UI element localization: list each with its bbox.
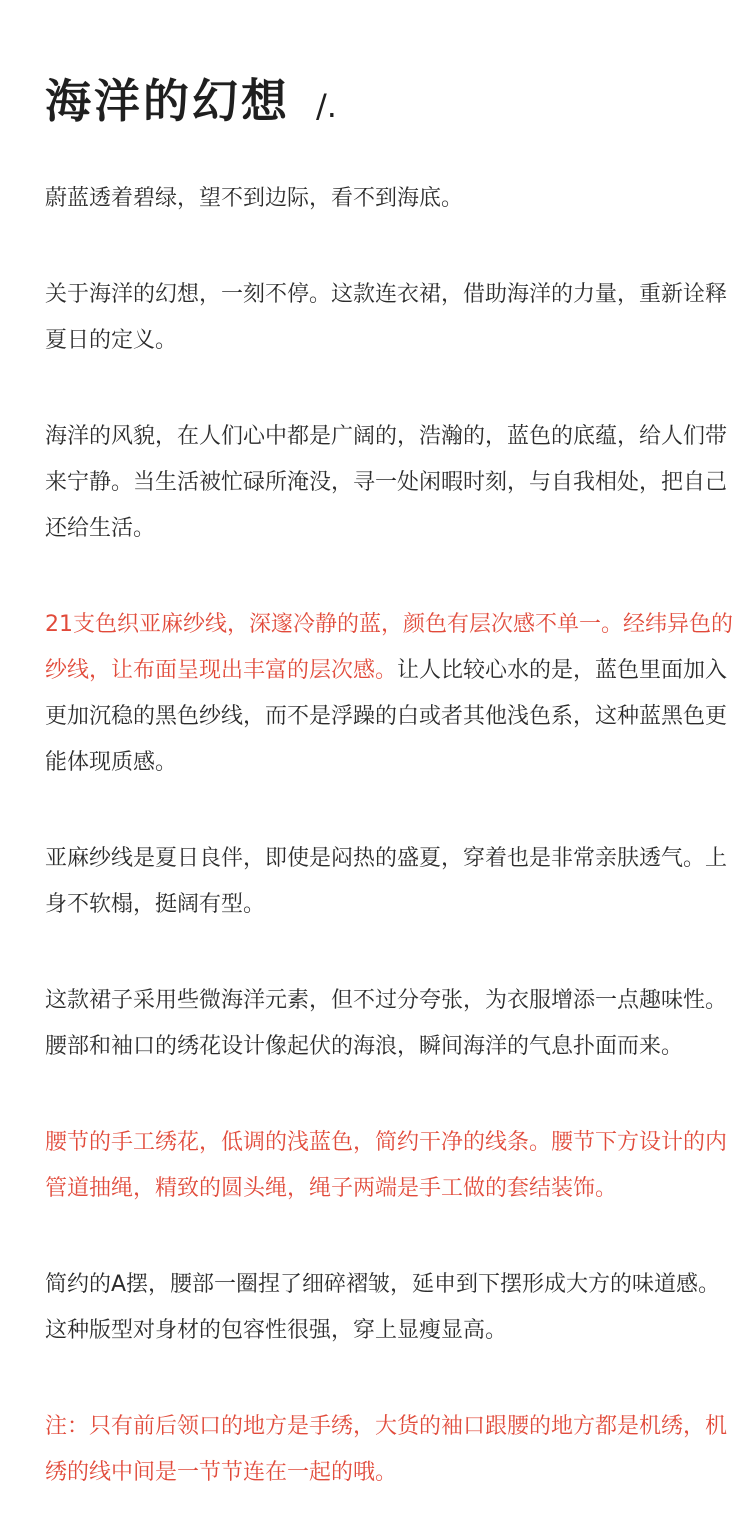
title-suffix: /. [316, 87, 337, 125]
highlight-text: 21支色织亚麻纱线，深邃冷静的蓝，颜色有层次感不单一。经纬异色的纱线，让布面呈现出丰富的层次感。 [45, 612, 733, 683]
paragraph-intro: 蔚蓝透着碧绿，望不到边际，看不到海底。 [45, 186, 464, 211]
paragraph-linen: 亚麻纱线是夏日良伴，即使是闷热的盛夏，穿着也是非常亲肤透气。上身不软榻，挺阔有型。 [45, 846, 728, 917]
page-title: 海洋的幻想 [45, 74, 290, 128]
article [45, 66, 735, 1496]
paragraph-fantasy: 关于海洋的幻想，一刻不停。这款连衣裙，借助海洋的力量，重新诠释夏日的定义。 [45, 282, 728, 353]
paragraph-elements: 这款裙子采用些微海洋元素，但不过分夸张，为衣服增添一点趣味性。腰部和袖口的绣花设计像起伏的海浪，瞬间海洋的气息扑面而来。 [45, 988, 728, 1059]
paragraph-yarn [45, 602, 735, 786]
paragraph-ocean: 海洋的风貌，在人们心中都是广阔的，浩瀚的，蓝色的底蕴，给人们带来宁静。当生活被忙碌所淹没，寻一处闲暇时刻，与自我相处，把自己还给生活。 [45, 424, 728, 541]
paragraph-embroidery: 腰节的手工绣花，低调的浅蓝色，简约干净的线条。腰节下方设计的内管道抽绳，精致的圆头绳，绳子两端是手工做的套结装饰。 [45, 1130, 728, 1201]
paragraph-text: 让人比较心水的是，蓝色里面加入更加沉稳的黑色纱线，而不是浮躁的白或者其他浅色系，这种蓝黑色更能体现质感。 [45, 658, 728, 775]
title-row [45, 66, 735, 136]
paragraph-a-line: 简约的A摆，腰部一圈捏了细碎褶皱，延申到下摆形成大方的味道感。这种版型对身材的包容性很强，穿上显瘦显高。 [45, 1272, 721, 1343]
paragraph-note: 注：只有前后领口的地方是手绣，大货的袖口跟腰的地方都是机绣，机绣的线中间是一节节连在一起的哦。 [45, 1414, 728, 1485]
